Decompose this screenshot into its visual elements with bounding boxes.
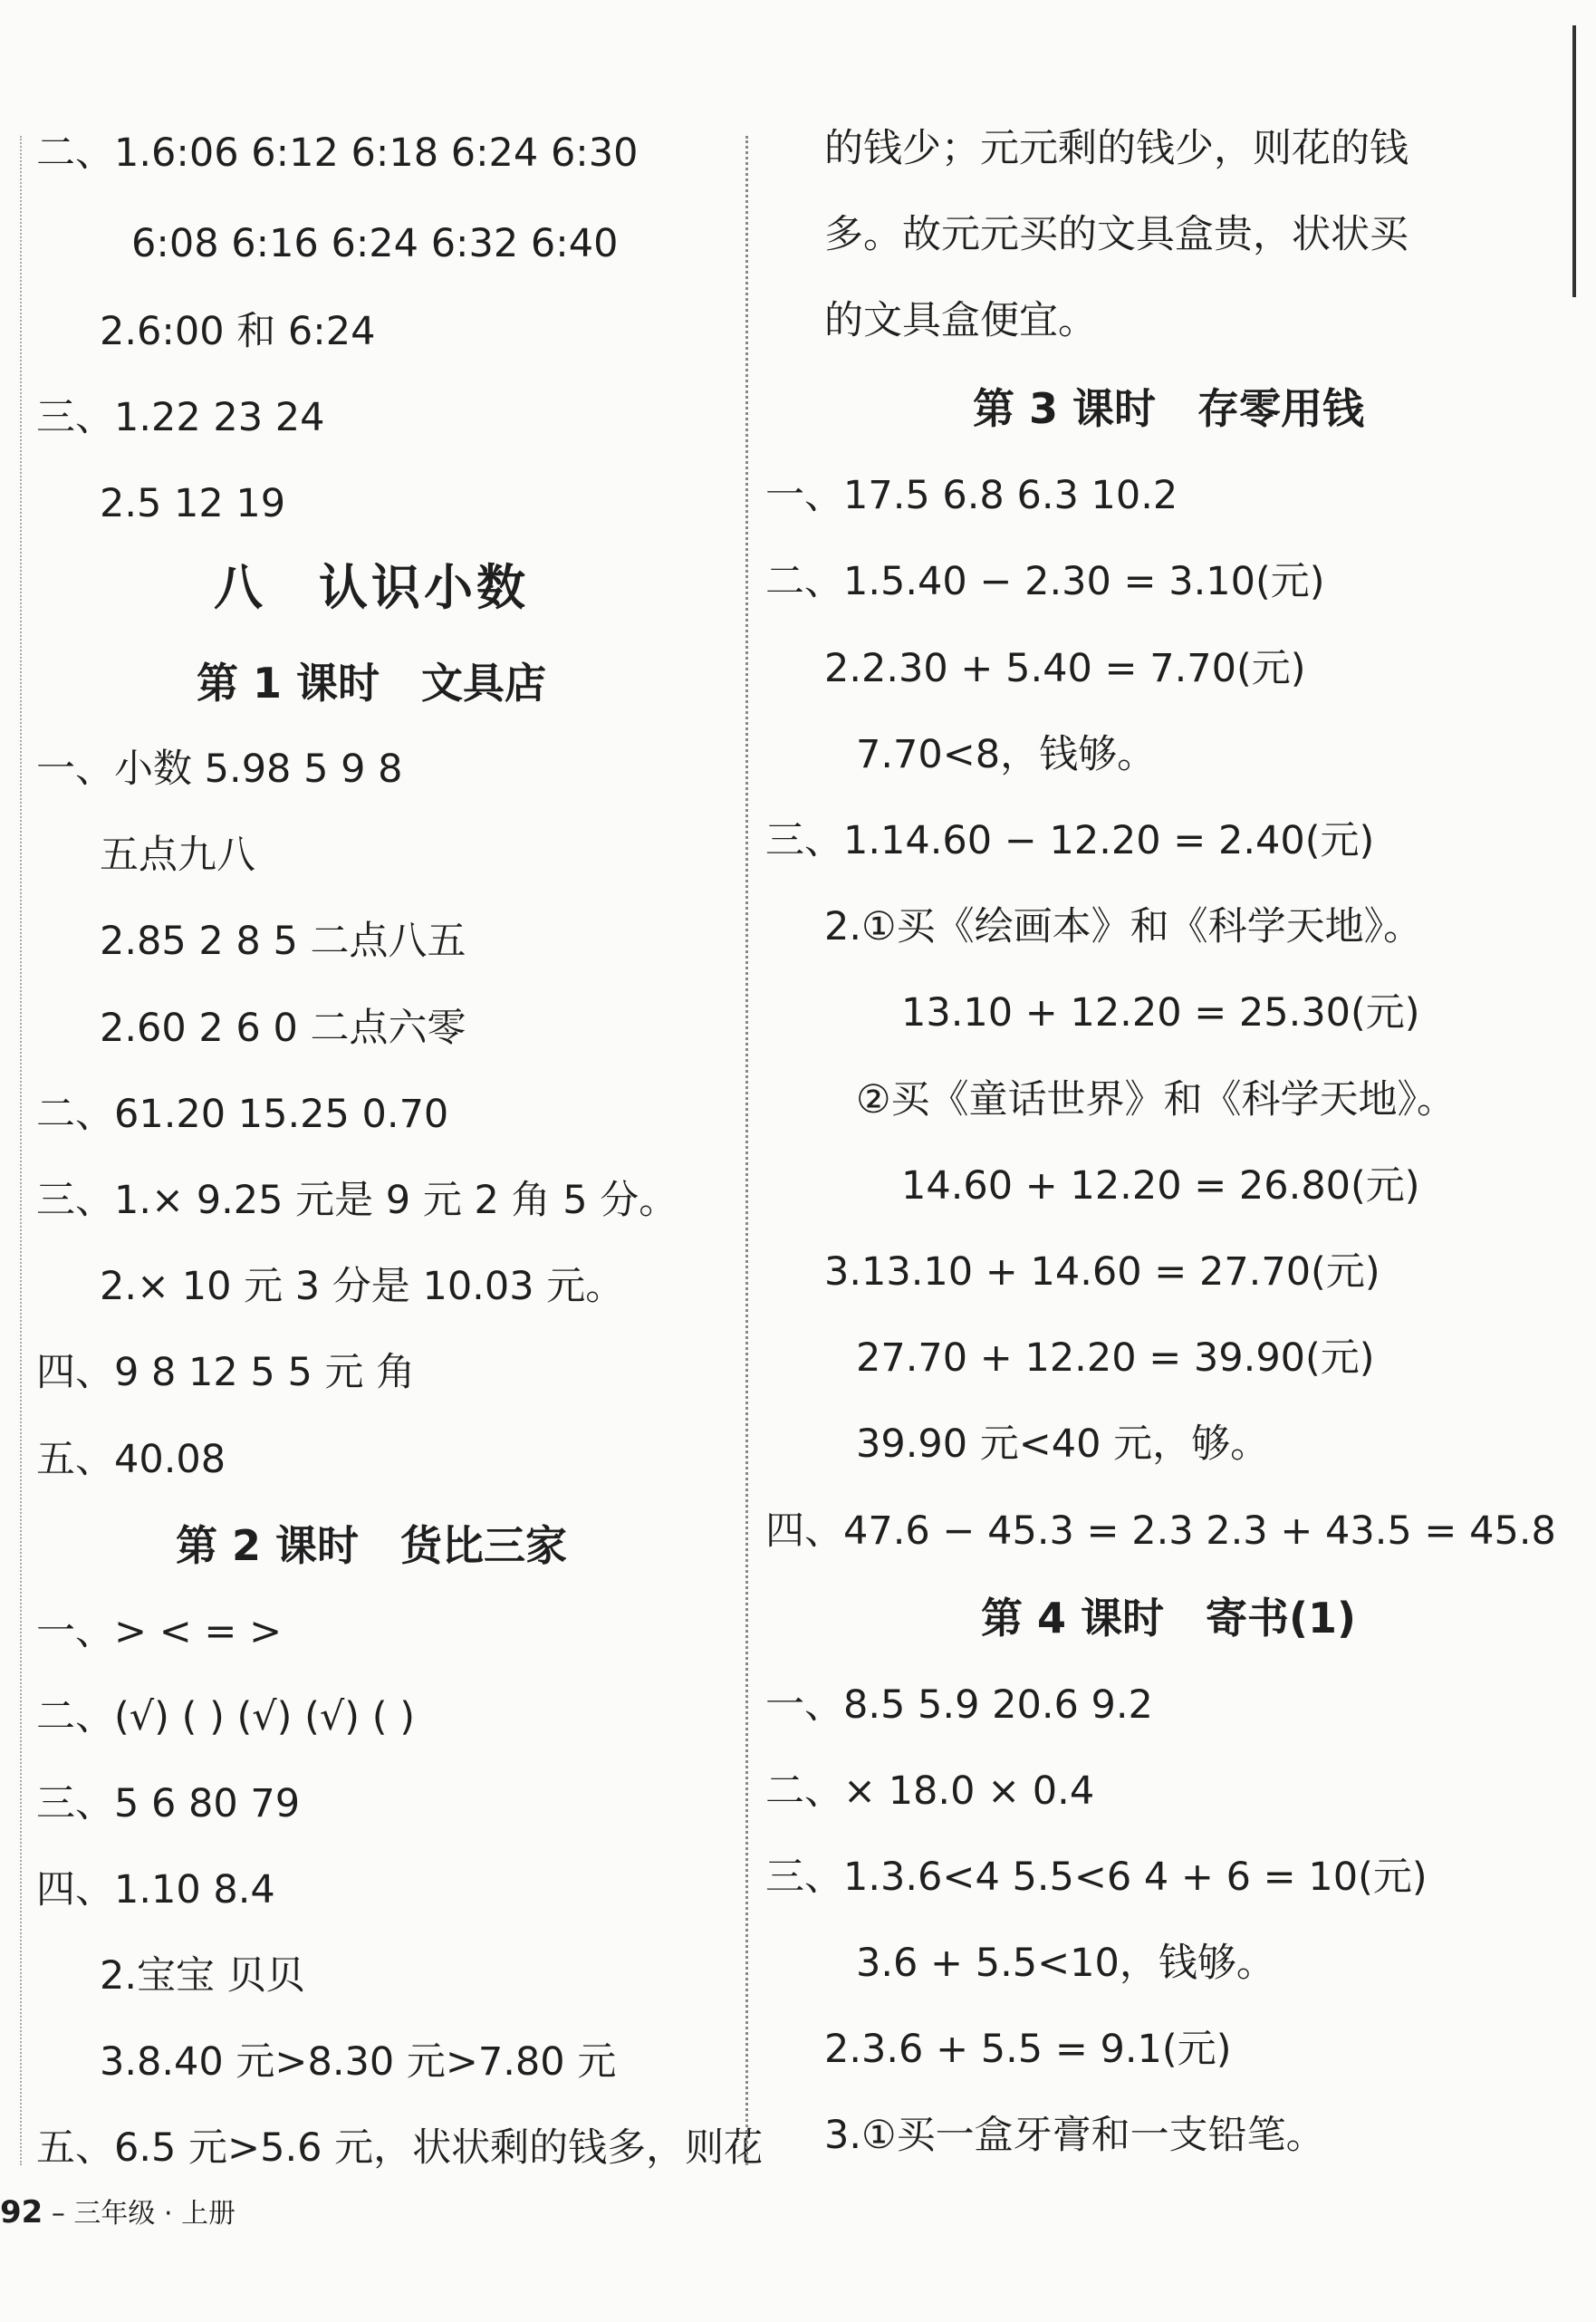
answer-line: 三、1.14.60 − 12.20 = 2.40(元) <box>765 818 1375 863</box>
answer-line: 2.6:00 和 6:24 <box>100 309 376 354</box>
footer-dash: – <box>51 2198 65 2230</box>
column-divider <box>745 136 748 2165</box>
page-footer <box>0 2191 236 2230</box>
answer-line: 3.8.40 元>8.30 元>7.80 元 <box>100 2039 617 2085</box>
answer-line: 14.60 + 12.20 = 26.80(元) <box>901 1163 1420 1209</box>
answer-line: 6:08 6:16 6:24 6:32 6:40 <box>131 221 619 266</box>
answer-line: 2.× 10 元 3 分是 10.03 元。 <box>100 1264 625 1309</box>
answer-line: 一、小数 5.98 5 9 8 <box>36 747 403 792</box>
answer-line: 一、> < = > <box>36 1609 283 1654</box>
answer-line: 的钱少；元元剩的钱少，则花的钱 <box>824 126 1409 171</box>
answer-line: ②买《童话世界》和《科学天地》。 <box>856 1077 1457 1122</box>
answer-line: 39.90 元<40 元，够。 <box>856 1421 1270 1467</box>
answer-line: 2.3.6 + 5.5 = 9.1(元) <box>824 2027 1232 2072</box>
answer-line: 三、1.3.6<4 5.5<6 4 + 6 = 10(元) <box>765 1855 1428 1900</box>
answer-line: 一、8.5 5.9 20.6 9.2 <box>765 1682 1153 1728</box>
answer-line: 多。故元元买的文具盒贵，状状买 <box>824 212 1409 257</box>
answer-line: 3.13.10 + 14.60 = 27.70(元) <box>824 1249 1380 1295</box>
answer-line: 三、5 6 80 79 <box>36 1781 301 1826</box>
answer-line: 二、1.5.40 − 2.30 = 3.10(元) <box>765 559 1325 604</box>
answer-line: 五点九八 <box>100 833 255 878</box>
section-heading: 第 1 课时 文具店 <box>196 659 547 708</box>
answer-line: 四、1.10 8.4 <box>36 1867 275 1913</box>
answer-line: 的文具盒便宜。 <box>824 298 1097 343</box>
answer-line: 2.60 2 6 0 二点六零 <box>100 1006 466 1051</box>
answer-line: 三、1.22 23 24 <box>36 395 325 440</box>
answer-line: 五、40.08 <box>36 1437 226 1482</box>
answer-line: 三、1.× 9.25 元是 9 元 2 角 5 分。 <box>36 1178 678 1223</box>
answer-line: 3.①买一盒牙膏和一支铅笔。 <box>824 2113 1325 2158</box>
section-heading: 第 2 课时 货比三家 <box>175 1521 568 1570</box>
answer-line: 27.70 + 12.20 = 39.90(元) <box>856 1335 1375 1381</box>
footer-label: 三年级 · 上册 <box>73 2198 236 2230</box>
answer-line: 2.5 12 19 <box>100 481 286 526</box>
answer-line: 二、1.6:06 6:12 6:18 6:24 6:30 <box>36 130 639 176</box>
answer-line: 7.70<8，钱够。 <box>856 732 1157 777</box>
answer-line: 一、17.5 6.8 6.3 10.2 <box>765 473 1178 518</box>
answer-line: 3.6 + 5.5<10，钱够。 <box>856 1941 1275 1986</box>
answer-line: 四、9 8 12 5 5 元 角 <box>36 1350 416 1395</box>
answer-line: 二、61.20 15.25 0.70 <box>36 1092 449 1137</box>
edge-bar <box>1572 25 1576 297</box>
left-margin-rule <box>20 136 22 2165</box>
answer-line: 2.2.30 + 5.40 = 7.70(元) <box>824 646 1306 691</box>
page-number: 92 <box>0 2194 43 2230</box>
answer-line: 2.①买《绘画本》和《科学天地》。 <box>824 904 1423 949</box>
section-heading: 八 认识小数 <box>214 559 529 616</box>
answer-line: 2.85 2 8 5 二点八五 <box>100 919 466 964</box>
section-heading: 第 3 课时 存零用钱 <box>972 384 1365 433</box>
answer-line: 13.10 + 12.20 = 25.30(元) <box>901 990 1420 1036</box>
answer-line: 二、× 18.0 × 0.4 <box>765 1768 1095 1814</box>
answer-line: 二、(√) ( ) (√) (√) ( ) <box>36 1694 415 1739</box>
answer-line: 五、6.5 元>5.6 元，状状剩的钱多，则花 <box>36 2125 764 2171</box>
answer-line: 2.宝宝 贝贝 <box>100 1953 305 1999</box>
section-heading: 第 4 课时 寄书(1) <box>980 1594 1357 1643</box>
answer-line: 四、47.6 − 45.3 = 2.3 2.3 + 43.5 = 45.8 <box>765 1508 1556 1554</box>
